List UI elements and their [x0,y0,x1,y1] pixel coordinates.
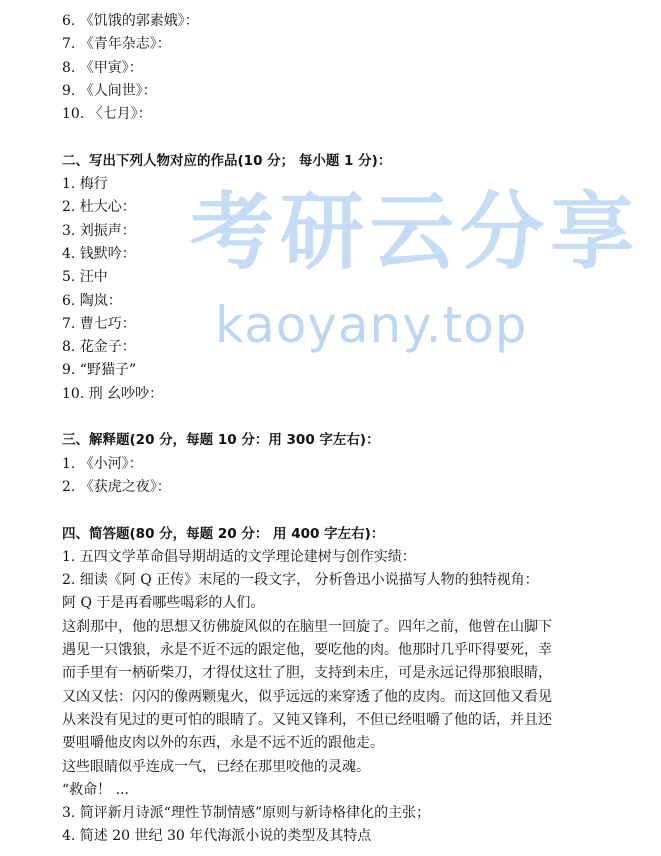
text-line: 从来没有见过的更可怕的眼睛了。又钝又锋利，不但已经咀嚼了他的话，并且还 [62,711,552,728]
list-item: 6. 陶岚： [62,292,122,309]
watermark-char: 分 [460,182,545,281]
text-line: 这些眼睛似乎连成一气，已经在那里咬他的灵魂。 [62,758,370,775]
watermark-url: kaoyany.top [215,296,528,354]
text-line: 这刹那中，他的思想又彷佛旋风似的在脑里一回旋了。四年之前，他曾在山脚下 [62,618,552,635]
section-heading: 四、简答题(80 分，每题 20 分： 用 400 字左右)： [62,525,385,542]
watermark-char: 考 [190,182,275,281]
text-line: 4. 简述 20 世纪 30 年代海派小说的类型及其特点 [62,828,372,845]
text-line: “救命！ ... [62,781,129,798]
section-heading: 三、解释题(20 分，每题 10 分：用 300 字左右)： [62,432,380,449]
list-item: 9. “野猫子” [62,362,137,379]
watermark-char: 享 [550,182,635,281]
list-item: 5. 汪中 [62,269,108,286]
text-line: 3. 简评新月诗派“理性节制情感”原则与新诗格律化的主张； [62,805,431,822]
text-line: 而手里有一柄斫柴刀，才得仗这壮了胆，支持到未庄，可是永远记得那狼眼睛， [62,665,552,682]
text-line: 1. 五四文学革命倡导期胡适的文学理论建树与创作实绩： [62,548,416,565]
text-line: 遇见一只饿狼，永是不近不远的跟定他，要吃他的肉。他那时几乎吓得要死，幸 [62,642,552,659]
list-item: 6. 《饥饿的郭素娥》： [62,13,199,29]
section-heading: 二、写出下列人物对应的作品(10 分； 每小题 1 分)： [62,152,392,169]
list-item: 1. 梅行 [62,176,108,193]
text-line: 阿 Q 于是再看哪些喝彩的人们。 [62,595,265,612]
list-item: 3. 刘振声： [62,222,136,239]
list-item: 8. 《甲寅》： [62,59,143,76]
list-item: 10. 〈七月》： [62,106,152,123]
list-item: 2. 《获虎之夜》： [62,478,171,495]
list-item: 7. 曹七巧： [62,315,136,332]
text-line: 又凶又怯：闪闪的像两颗鬼火，似乎远远的来穿透了他的皮肉。而这回他又看见 [62,688,552,705]
list-item: 10. 刑 幺吵吵： [62,385,164,402]
document-body [62,10,622,849]
list-item: 9. 《人间世》： [62,82,157,99]
text-line: 2. 细读《阿 Q 正传》末尾的一段文字， 分析鲁迅小说描写人物的独特视角： [62,572,539,589]
watermark-char: 研 [280,182,365,281]
list-item: 1. 《小河》： [62,455,143,472]
list-item: 2. 杜大心： [62,199,136,216]
text-line: 要咀嚼他皮肉以外的东西，永是不远不近的跟他走。 [62,735,384,752]
list-item: 8. 花金子： [62,339,136,356]
list-item: 7. 《青年杂志》： [62,36,171,53]
list-item: 4. 钱默吟： [62,245,136,262]
watermark-char: 云 [370,182,455,281]
